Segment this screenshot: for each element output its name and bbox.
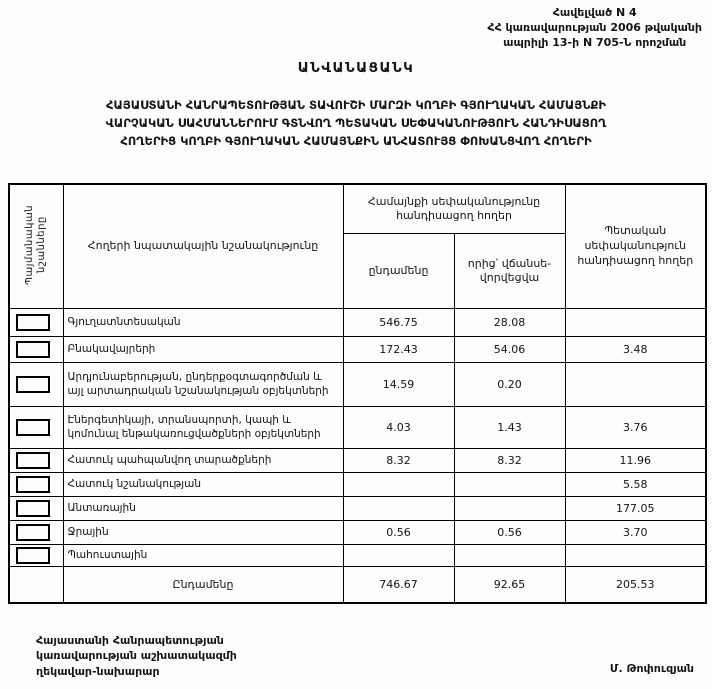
legend-checkbox — [16, 452, 50, 469]
table-row — [9, 521, 706, 545]
state-property-value: 177.05 — [565, 497, 706, 521]
signatory-title-line3: ղեկավար-նախարար — [36, 664, 160, 678]
community-sub-value: 0.20 — [454, 363, 565, 407]
community-total-value: 546.75 — [343, 309, 454, 337]
document-subtitle — [0, 97, 712, 150]
legend-checkbox — [16, 341, 50, 358]
community-total-value: 4.03 — [343, 407, 454, 449]
table-row — [9, 363, 706, 407]
total-state-property-value: 205.53 — [565, 567, 706, 603]
decree-source-line1: ՀՀ կառավարության 2006 թվականի — [487, 20, 702, 34]
appendix-number: Հավելված N 4 — [552, 6, 637, 19]
community-total-value: 14.59 — [343, 363, 454, 407]
appendix-reference — [487, 6, 702, 51]
legend-checkbox — [16, 547, 50, 564]
land-category-label: Գյուղատնտեսական — [63, 309, 343, 337]
community-sub-value: 28.08 — [454, 309, 565, 337]
column-header-community-sub: որից՝ վճանսեվորվեցվա — [454, 234, 565, 309]
state-property-value: 5.58 — [565, 473, 706, 497]
subtitle-line3: ՀՈՂԵՐԻՑ ԿՈՂԲԻ ԳՅՈՒՂԱԿԱՆ ՀԱՄԱՅՆՔԻՆ ԱՆՀԱՏՈՒՅՑ ՓՈԽԱՆՑՎՈՂ ՀՈՂԵՐԻ — [120, 133, 592, 148]
table-row — [9, 497, 706, 521]
table-row — [9, 449, 706, 473]
signatory-title-line1: Հայաստանի Հանրապետության — [36, 634, 224, 647]
land-category-label: Բնակավայրերի — [63, 337, 343, 363]
state-property-value — [565, 309, 706, 337]
land-category-label: Պահուստային — [63, 545, 343, 567]
total-row-label: Ընդամենը — [63, 567, 343, 603]
community-sub-value — [454, 497, 565, 521]
legend-checkbox — [16, 314, 50, 331]
community-total-value: 172.43 — [343, 337, 454, 363]
community-total-value — [343, 473, 454, 497]
state-property-value — [565, 363, 706, 407]
table-row — [9, 407, 706, 449]
column-header-conventional-signs — [9, 184, 63, 309]
decree-source-line2: ապրիլի 13-ի N 705-Ն որոշման — [503, 35, 687, 49]
signatory-title-block — [36, 633, 237, 679]
subtitle-line1: ՀԱՅԱՍՏԱՆԻ ՀԱՆՐԱՊԵՏՈՒԹՅԱՆ ՏԱՎՈՒՇԻ ՄԱՐԶԻ ԿՈՂԲԻ ԳՅՈՒՂԱԿԱՆ ՀԱՄԱՅՆՔԻ — [105, 98, 607, 112]
land-category-label: Արդյունաբերության, ընդերքօգտագործման և այլ արտադրական նշանակության օբյեկտների — [63, 363, 343, 407]
land-category-label: Հատուկ պահպանվող տարածքների — [63, 449, 343, 473]
column-header-community-total: ընդամենը — [343, 234, 454, 309]
community-sub-value: 54.06 — [454, 337, 565, 363]
community-sub-value — [454, 545, 565, 567]
community-sub-value: 0.56 — [454, 521, 565, 545]
legend-checkbox — [16, 500, 50, 517]
land-category-label: Անտառային — [63, 497, 343, 521]
land-category-label: Ջրային — [63, 521, 343, 545]
total-community-sub-value: 92.65 — [454, 567, 565, 603]
empty-cell — [9, 567, 63, 603]
legend-checkbox — [16, 524, 50, 541]
community-sub-value: 1.43 — [454, 407, 565, 449]
signatory-name: Մ. Թոփուզյան — [609, 662, 694, 675]
legend-checkbox — [16, 419, 50, 436]
legend-checkbox — [16, 476, 50, 493]
land-transfer-table — [8, 183, 707, 604]
community-sub-value — [454, 473, 565, 497]
state-property-value: 3.76 — [565, 407, 706, 449]
total-row — [9, 567, 706, 603]
conventional-signs-label: Պայմանական նշանները — [24, 204, 48, 286]
land-category-label: Հատուկ նշանակության — [63, 473, 343, 497]
state-property-value: 11.96 — [565, 449, 706, 473]
table-row — [9, 337, 706, 363]
community-sub-value: 8.32 — [454, 449, 565, 473]
page-title: ԱՆՎԱՆԱՑԱՆԿ — [297, 60, 415, 76]
community-total-value — [343, 545, 454, 567]
column-header-state-property: Պետական սեփականություն հանդիսացող հողեր — [565, 184, 706, 309]
column-header-purpose: Հողերի նպատակային նշանակությունը — [63, 184, 343, 309]
total-community-total-value: 746.67 — [343, 567, 454, 603]
state-property-value: 3.70 — [565, 521, 706, 545]
legend-checkbox — [16, 376, 50, 393]
community-total-value: 0.56 — [343, 521, 454, 545]
land-category-label: Էներգետիկայի, տրանսպորտի, կապի և կոմունալ ենթակառուցվածքների օբյեկտների — [63, 407, 343, 449]
community-total-value — [343, 497, 454, 521]
state-property-value — [565, 545, 706, 567]
table-row — [9, 545, 706, 567]
column-group-community-property: Համայնքի սեփականությունը հանդիսացող հողեր — [343, 184, 565, 234]
subtitle-line2: ՎԱՐՉԱԿԱՆ ՍԱՀՄԱՆՆԵՐՈՒՄ ԳՏՆՎՈՂ ՊԵՏԱԿԱՆ ՍԵՓԱԿԱՆՈՒԹՅՈՒՆ ՀԱՆԴԻՍԱՑՈՂ — [105, 115, 607, 130]
community-total-value: 8.32 — [343, 449, 454, 473]
table-row — [9, 309, 706, 337]
signatory-title-line2: կառավարության աշխատակազմի — [36, 649, 237, 663]
table-row — [9, 473, 706, 497]
state-property-value: 3.48 — [565, 337, 706, 363]
